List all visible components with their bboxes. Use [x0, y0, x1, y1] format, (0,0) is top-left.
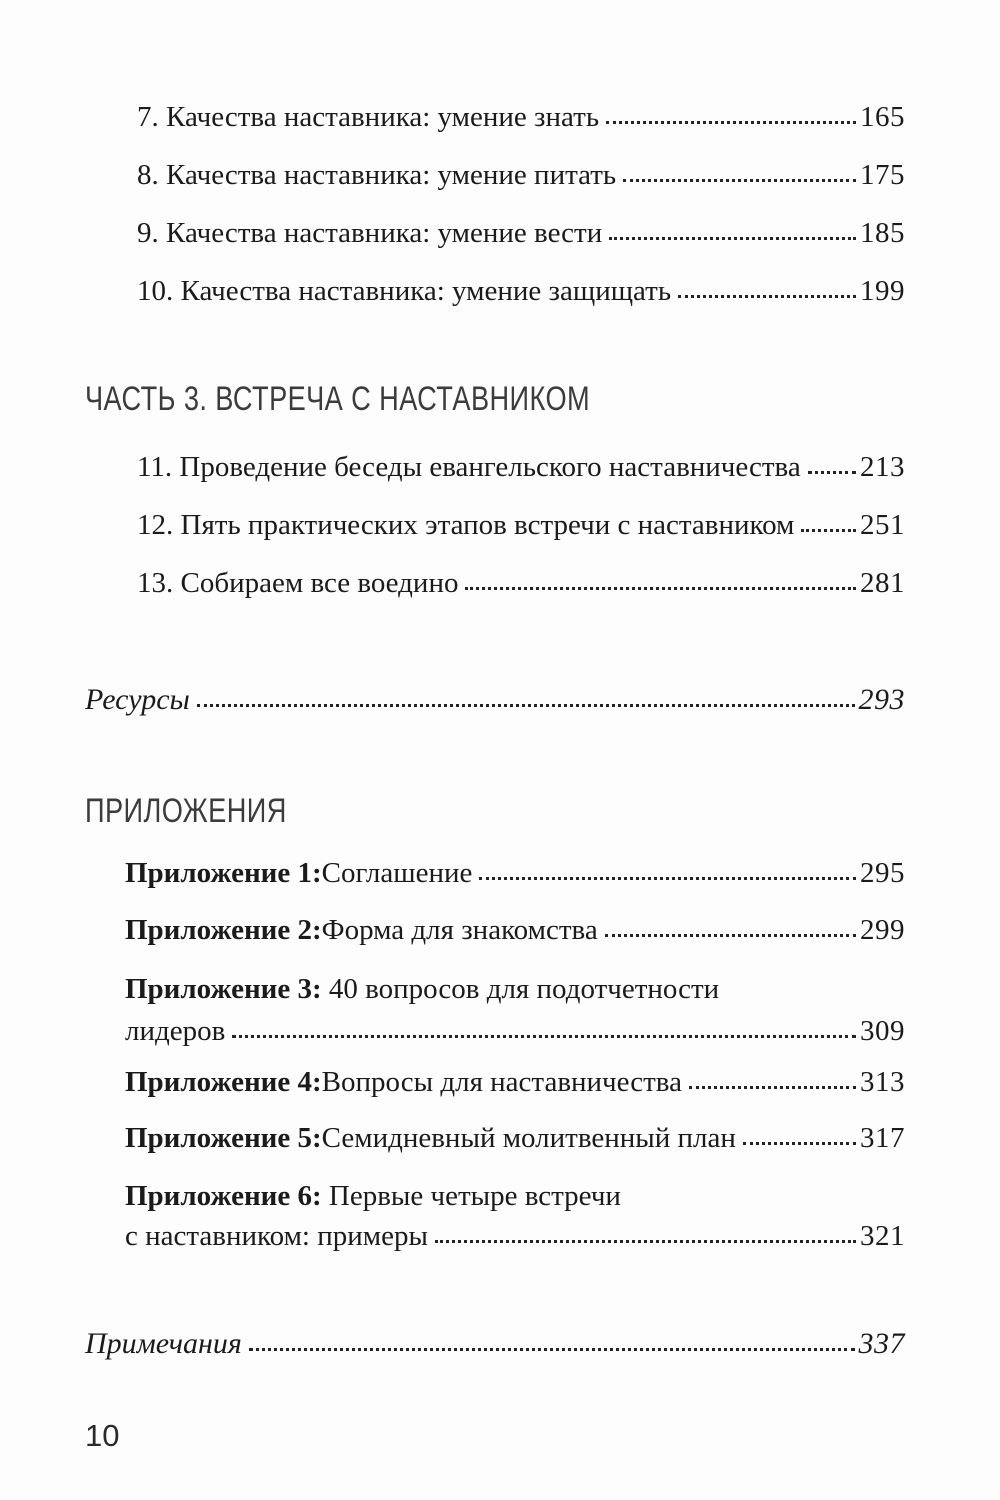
toc-entry-page: 199 — [860, 275, 905, 307]
appendix-label: Приложение 1: — [125, 857, 322, 889]
toc-entry — [137, 98, 905, 136]
appendix-label: Приложение 5: — [125, 1122, 322, 1154]
toc-entry-resources — [85, 680, 905, 720]
dot-leader — [678, 295, 856, 298]
appendix-title: 40 вопросов для подотчетности — [328, 973, 720, 1005]
dot-leader — [801, 529, 856, 532]
toc-entry — [137, 448, 905, 486]
dot-leader — [435, 1240, 856, 1243]
appendix-line1 — [125, 1176, 905, 1216]
toc-entry — [125, 854, 905, 892]
toc-entry — [125, 1119, 905, 1157]
toc-entry — [137, 564, 905, 602]
appendices-heading-text: ПРИЛОЖЕНИЯ — [85, 792, 287, 830]
dot-leader — [232, 1035, 856, 1038]
toc-entry — [125, 911, 905, 949]
appendix-label: Приложение 3: — [125, 973, 322, 1005]
toc-entry-label: 10. Качества наставника: умение защищать — [137, 275, 672, 307]
appendices-heading — [85, 788, 905, 834]
toc-entry — [137, 214, 905, 252]
toc-entry-label: Примечания — [85, 1327, 242, 1360]
toc-entry-page: 321 — [860, 1220, 905, 1252]
toc-entry — [0, 968, 905, 1052]
page-number: 10 — [85, 1418, 120, 1453]
toc-entry — [137, 506, 905, 544]
toc-entry-label: 12. Пять практических этапов встречи с наставником — [137, 509, 795, 541]
dot-leader — [623, 179, 856, 182]
toc-entry-label: 9. Качества наставника: умение вести — [137, 217, 603, 249]
dot-leader — [606, 121, 856, 124]
appendix-title: Форма для знакомства — [321, 914, 598, 946]
dot-leader — [605, 934, 856, 937]
appendix-title: Семидневный молитвенный план — [321, 1122, 736, 1154]
dot-leader — [609, 237, 856, 240]
toc-entry-page: 281 — [860, 567, 905, 599]
toc-entry-notes — [85, 1324, 905, 1364]
appendix-label: Приложение 6: — [125, 1180, 322, 1212]
toc-entry — [125, 1063, 905, 1101]
toc-entry — [137, 156, 905, 194]
appendix-title: Вопросы для наставничества — [321, 1066, 682, 1098]
toc-entry-page: 185 — [860, 217, 905, 249]
toc-entry-page: 165 — [860, 101, 905, 133]
appendix-label: Приложение 2: — [125, 914, 322, 946]
toc-entry-page: 295 — [860, 857, 905, 889]
toc-entry-page: 175 — [860, 159, 905, 191]
dot-leader — [197, 704, 855, 707]
appendix-title: Соглашение — [321, 857, 473, 889]
toc-entry — [0, 1176, 905, 1256]
toc-entry-label: 13. Собираем все воедино — [137, 567, 459, 599]
dot-leader — [249, 1348, 855, 1351]
toc-entry-page: 293 — [858, 683, 905, 716]
appendix-title-wrap: лидеров — [125, 1015, 226, 1047]
toc-entry-page: 213 — [860, 451, 905, 483]
dot-leader — [479, 877, 856, 880]
appendix-line2 — [125, 1010, 905, 1052]
toc-entry-label: Ресурсы — [85, 683, 190, 716]
toc-entry-page: 317 — [860, 1122, 905, 1154]
part-heading-text: ЧАСТЬ 3. ВСТРЕЧА С НАСТАВНИКОМ — [85, 380, 591, 418]
dot-leader — [743, 1142, 856, 1145]
part-heading — [85, 376, 905, 422]
toc-entry-page: 251 — [860, 509, 905, 541]
appendix-title-wrap: с наставником: примеры — [125, 1220, 428, 1252]
dot-leader — [465, 587, 856, 590]
appendix-label: Приложение 4: — [125, 1066, 322, 1098]
toc-entry-page: 309 — [860, 1015, 905, 1047]
toc-entry-label: 11. Проведение беседы евангельского наставничества — [137, 451, 801, 483]
toc-entry-label: 7. Качества наставника: умение знать — [137, 101, 600, 133]
appendix-title: Первые четыре встречи — [328, 1180, 621, 1212]
dot-leader — [689, 1086, 856, 1089]
dot-leader — [808, 471, 856, 474]
appendix-line2 — [125, 1216, 905, 1256]
toc-entry-page: 337 — [858, 1327, 905, 1360]
toc-entry-page: 299 — [860, 914, 905, 946]
toc-entry-label: 8. Качества наставника: умение питать — [137, 159, 617, 191]
toc-entry-page: 313 — [860, 1066, 905, 1098]
appendix-line1 — [125, 968, 905, 1010]
toc-entry — [137, 272, 905, 310]
